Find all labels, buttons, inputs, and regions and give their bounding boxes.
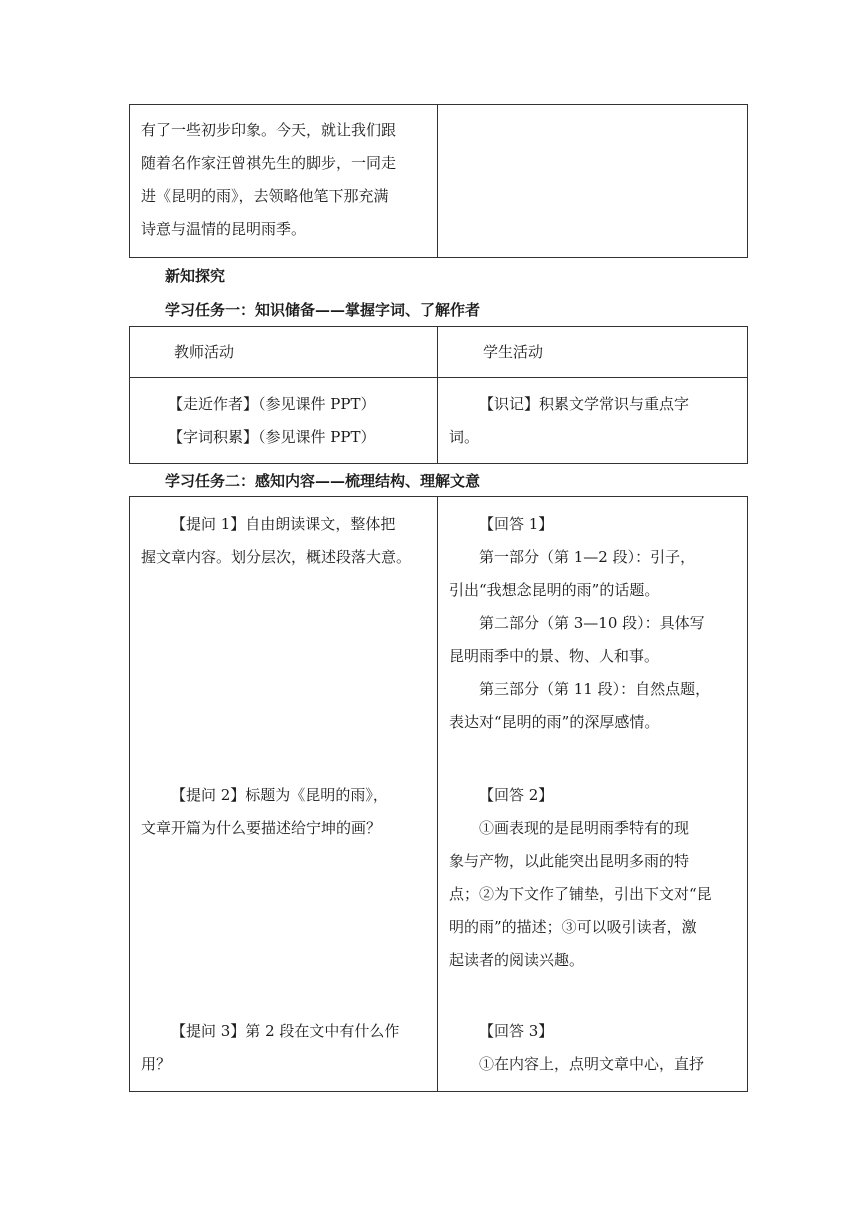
intro-table-divider	[437, 104, 438, 258]
q2-line: 【提问 2】标题为《昆明的雨》，	[171, 786, 388, 804]
a2-cell	[449, 779, 712, 977]
intro-line: 进《昆明的雨》，去领略他笔下那充满	[141, 187, 389, 205]
a2-line: 【回答 2】	[479, 786, 554, 804]
task1-student-line: 【识记】积累文学常识与重点字	[479, 395, 690, 413]
a3-line: 【回答 3】	[479, 1022, 554, 1040]
task1-header-rule	[129, 377, 748, 378]
task2-heading: 学习任务二：感知内容——梳理结构、理解文意	[165, 472, 481, 490]
intro-left-cell	[141, 114, 396, 246]
a2-line: 象与产物，以此能突出昆明多雨的特	[449, 852, 690, 870]
a1-line: 引出“我想念昆明的雨”的话题。	[449, 581, 660, 599]
task1-student-cell	[449, 388, 689, 454]
a1-line: 第三部分（第 11 段）：自然点题，	[479, 680, 711, 698]
q2-cell	[141, 779, 388, 845]
q1-line: 握文章内容。划分层次，概述段落大意。	[141, 548, 412, 566]
a2-line: ①画表现的是昆明雨季特有的现	[479, 819, 690, 837]
q2-line: 文章开篇为什么要描述给宁坤的画？	[141, 819, 382, 837]
a2-line: 明的雨”的描述；③可以吸引读者，激	[449, 918, 697, 936]
q1-line: 【提问 1】自由朗读课文，整体把	[171, 515, 396, 533]
section-heading-xinzhi: 新知探究	[165, 267, 226, 285]
a2-line: 起读者的阅读兴趣。	[449, 951, 585, 969]
task1-teacher-cell	[168, 388, 375, 454]
a2-line: 点；②为下文作了铺垫，引出下文对“昆	[449, 885, 712, 903]
a3-cell	[449, 1015, 704, 1081]
task1-heading: 学习任务一：知识储备——掌握字词、了解作者	[165, 301, 481, 319]
a1-line: 表达对“昆明的雨”的深厚感情。	[449, 713, 660, 731]
a1-cell	[449, 508, 710, 739]
a1-line: 第二部分（第 3—10 段）：具体写	[479, 614, 705, 632]
task1-teacher-line: 【走近作者】（参见课件 PPT）	[168, 395, 376, 413]
task1-col-student: 学生活动	[483, 343, 544, 361]
task2-divider	[437, 496, 438, 1092]
a3-line: ①在内容上，点明文章中心，直抒	[479, 1055, 705, 1073]
task1-divider	[437, 326, 438, 464]
q3-cell	[141, 1015, 399, 1081]
task1-teacher-line: 【字词积累】（参见课件 PPT）	[168, 428, 376, 446]
a1-line: 昆明雨季中的景、物、人和事。	[449, 647, 660, 665]
a1-line: 第一部分（第 1—2 段）：引子，	[479, 548, 696, 566]
a1-line: 【回答 1】	[479, 515, 554, 533]
intro-line: 有了一些初步印象。今天，就让我们跟	[141, 121, 397, 139]
q1-cell	[141, 508, 411, 574]
task1-col-teacher: 教师活动	[174, 343, 235, 361]
q3-line: 【提问 3】第 2 段在文中有什么作	[171, 1022, 400, 1040]
intro-line: 随着名作家汪曾祺先生的脚步，一同走	[141, 154, 397, 172]
q3-line: 用？	[141, 1055, 172, 1073]
intro-line: 诗意与温情的昆明雨季。	[141, 220, 307, 238]
task1-student-line: 词。	[449, 428, 480, 446]
